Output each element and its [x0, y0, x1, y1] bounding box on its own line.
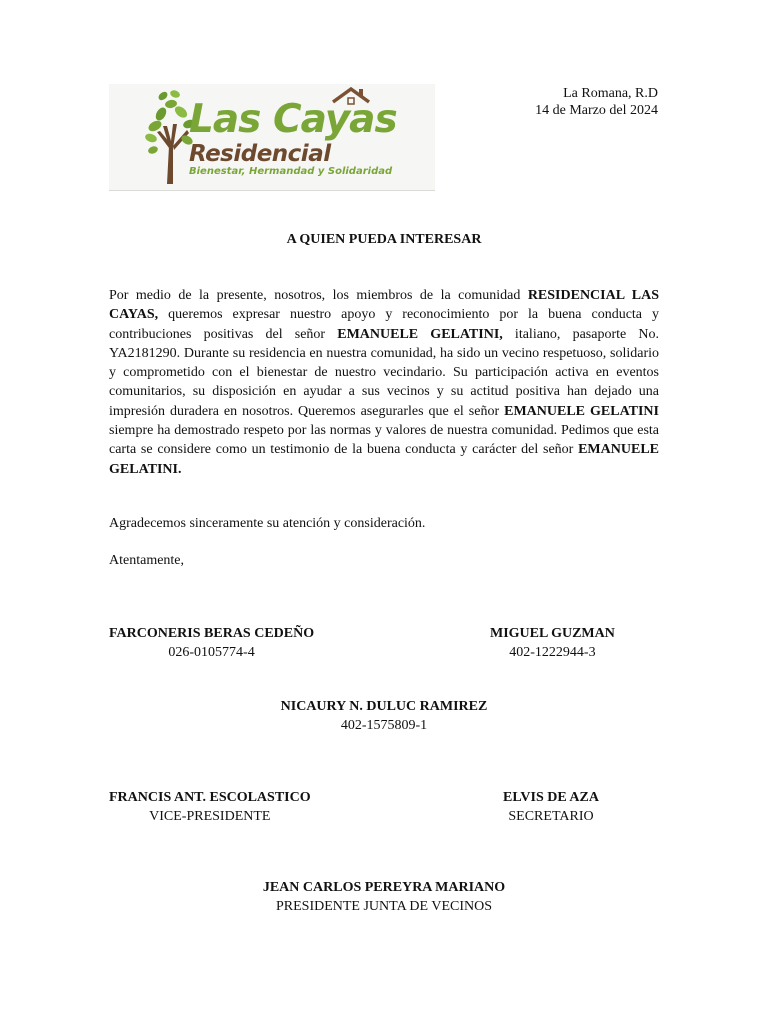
thanks-line: Agradecemos sinceramente su atención y consideración.: [109, 516, 426, 531]
person-name-3: EMANUELE GELATINI.: [109, 442, 659, 477]
signatory-name: NICAURY N. DULUC RAMIREZ: [280, 699, 488, 714]
community-name: RESIDENCIAL LAS CAYAS,: [109, 288, 659, 323]
closing-line: Atentamente,: [109, 553, 185, 568]
signatory-id: 402-1222944-3: [509, 645, 596, 660]
body-text-2: queremos expresar nuestro apoyo y reconocimiento por la buena conducta y contribuciones positivas del señor: [109, 307, 659, 342]
signatory-name: JEAN CARLOS PEREYRA MARIANO: [262, 880, 506, 895]
signatory-role: SECRETARIO: [508, 809, 594, 824]
place: La Romana, R.D: [563, 86, 658, 101]
letter-title: A QUIEN PUEDA INTERESAR: [286, 232, 482, 247]
body-text-3: italiano, pasaporte No. YA2181290. Durante su residencia en nuestra comunidad, ha sido un vecino respetuoso, solidario y comprometido con el bienestar de nuestro vecindario. Su participación activa en eventos comunitarios, su disposición en ayudar a sus vecinos y su actitud positiva han dejado una impresión duradera en nosotros. Queremos asegurarles que el señor: [109, 326, 659, 419]
signatory-name: FRANCIS ANT. ESCOLASTICO: [109, 790, 311, 805]
community-logo: [109, 84, 435, 191]
signatory-id: 026-0105774-4: [168, 645, 255, 660]
person-name: EMANUELE GELATINI,: [337, 326, 503, 342]
logo-name: Las Cayas: [189, 97, 397, 142]
signature-block: [490, 624, 615, 662]
signatory-id: 402-1575809-1: [340, 718, 428, 733]
signatory-role: PRESIDENTE JUNTA DE VECINOS: [275, 899, 492, 914]
signatory-name: FARCONERIS BERAS CEDEÑO: [109, 626, 315, 641]
logo-subtitle: Residencial: [189, 141, 331, 167]
date: 14 de Marzo del 2024: [535, 103, 658, 118]
signature-block: [109, 624, 314, 662]
signature-block: [503, 788, 599, 826]
logo-tagline: Bienestar, Hermandad y Solidaridad: [189, 166, 393, 177]
letter-body: [109, 286, 659, 479]
signatory-name: ELVIS DE AZA: [503, 790, 599, 805]
body-text-1: Por medio de la presente, nosotros, los miembros de la comunidad: [109, 288, 528, 303]
tree-icon: [143, 86, 195, 186]
place-date: [535, 85, 658, 119]
signatory-name: MIGUEL GUZMAN: [490, 626, 615, 641]
signature-block: [0, 878, 768, 916]
signature-block: [109, 788, 311, 826]
signature-block: [0, 697, 768, 735]
person-name-2: EMANUELE GELATINI: [504, 403, 659, 419]
body-text-4: siempre ha demostrado respeto por las normas y valores de nuestra comunidad. Pedimos que esta carta se considere como un testimonio de la buena conducta y carácter del señor: [109, 423, 659, 458]
signatory-role: VICE-PRESIDENTE: [149, 809, 271, 824]
